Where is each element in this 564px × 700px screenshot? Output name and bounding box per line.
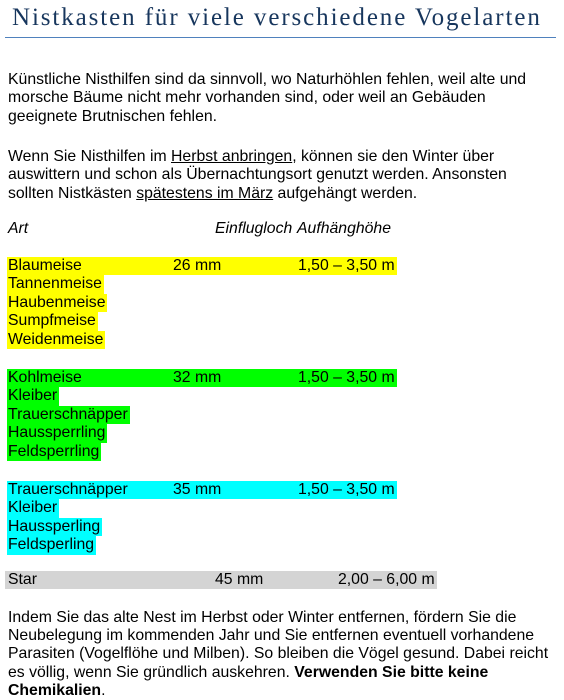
entrance-hole-size: 35 mm <box>173 481 222 498</box>
species-row-extra <box>7 312 397 330</box>
underlined-text-herbst-anbringen: Herbst anbringen <box>171 148 293 165</box>
paragraph-line <box>8 664 548 682</box>
species-name: Sumpfmeise <box>8 312 96 330</box>
species-row-extra <box>7 536 397 554</box>
text-run: Wenn Sie Nisthilfen im <box>8 148 172 165</box>
closing-paragraph <box>8 609 548 700</box>
species-name: Haubenmeise <box>8 293 106 311</box>
paragraph-line <box>8 148 507 166</box>
species-row-extra <box>7 294 397 312</box>
bold-warning-text: Verwenden Sie bitte keine <box>294 663 489 681</box>
species-name: Kleiber <box>8 387 58 405</box>
mounting-height: 1,50 – 3,50 m <box>298 481 395 498</box>
text-run: aufgehängt werden. <box>273 184 418 202</box>
species-group-kohlmeise <box>7 369 397 461</box>
species-row-extra <box>7 275 397 293</box>
species-row-extra <box>7 443 397 461</box>
paragraph-line <box>8 682 548 700</box>
text-run: . <box>101 681 106 699</box>
paragraph-line: Indem Sie das alte Nest im Herbst oder Winter entfernen, fördern Sie die <box>8 609 517 626</box>
document-title: Nistkasten für viele verschiedene Vogelarten <box>12 4 542 31</box>
bold-warning-text: Chemikalien <box>8 681 102 699</box>
species-row-extra <box>7 406 397 424</box>
mounting-height: 1,50 – 3,50 m <box>298 369 395 386</box>
species-name: Haussperling <box>8 517 101 535</box>
species-group-trauerschnaepper <box>7 481 397 555</box>
species-row-extra <box>7 331 397 349</box>
mounting-height: 2,00 – 6,00 m <box>338 571 435 588</box>
species-row-extra <box>7 499 397 517</box>
species-name: Haussperrling <box>8 424 106 442</box>
species-row-extra <box>7 518 397 536</box>
species-name: Feldsperling <box>8 536 95 554</box>
text-run: , können sie den Winter über <box>292 148 495 165</box>
paragraph-line <box>8 185 507 203</box>
underlined-text-spaetestens-im-maerz: spätestens im März <box>136 184 274 202</box>
species-name: Trauerschnäpper <box>8 481 128 498</box>
paragraph-line: morsche Bäume nicht mehr vorhanden sind, oder weil an Gebäuden <box>8 89 486 107</box>
header-art: Art <box>8 220 29 237</box>
table-header-row <box>8 220 408 238</box>
species-name: Blaumeise <box>8 257 82 274</box>
species-group-blaumeise <box>7 257 397 349</box>
species-name: Feldsperrling <box>8 442 100 460</box>
paragraph-line: auswittern und schon als Übernachtungsort genutzt werden. Ansonsten <box>8 166 507 184</box>
paragraph-line: Parasiten (Vogelflöhe und Milben). So bleiben die Vögel gesund. Dabei reicht <box>8 645 549 663</box>
intro-paragraph-1 <box>8 71 526 126</box>
header-aufhaenghoehe: Aufhänghöhe <box>297 220 391 237</box>
species-row-extra <box>7 424 397 442</box>
intro-paragraph-2 <box>8 148 507 203</box>
species-row-extra <box>7 387 397 405</box>
paragraph-line: geeignete Brutnischen fehlen. <box>8 107 218 125</box>
paragraph-line: Künstliche Nisthilfen sind da sinnvoll, wo Naturhöhlen fehlen, weil alte und <box>8 71 527 88</box>
entrance-hole-size: 45 mm <box>215 571 264 588</box>
species-name: Star <box>8 571 37 588</box>
text-run: sollten Nistkästen <box>8 184 137 202</box>
species-name: Trauerschnäpper <box>8 405 128 423</box>
header-einflugloch: Einflugloch <box>215 220 293 237</box>
species-row-main <box>7 481 397 499</box>
title-underline-rule <box>5 37 556 38</box>
species-row-main <box>7 369 397 387</box>
species-name: Tannenmeise <box>8 275 102 293</box>
paragraph-line: Neubelegung im kommenden Jahr und Sie entfernen eventuell vorhandene <box>8 627 535 645</box>
text-run: es völlig, wenn Sie gründlich auskehren. <box>8 663 295 681</box>
species-name: Weidenmeise <box>8 330 104 348</box>
species-row-main <box>7 257 397 275</box>
mounting-height: 1,50 – 3,50 m <box>298 257 395 274</box>
entrance-hole-size: 32 mm <box>173 369 222 386</box>
species-name: Kleiber <box>8 499 58 517</box>
species-row-star <box>5 571 437 589</box>
entrance-hole-size: 26 mm <box>173 257 222 274</box>
species-name: Kohlmeise <box>8 369 82 386</box>
